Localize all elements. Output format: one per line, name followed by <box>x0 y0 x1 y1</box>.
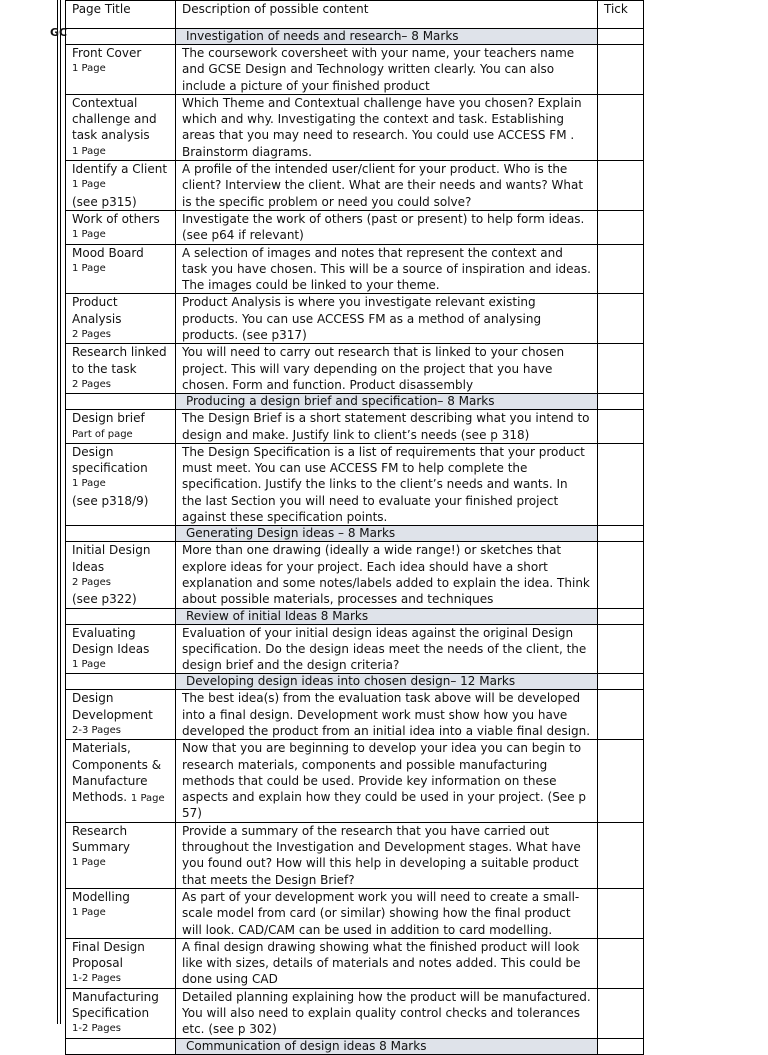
page-title-text: Research Summary <box>72 823 130 855</box>
page-reference: (see p315) <box>72 194 137 209</box>
section-header-row <box>66 394 644 410</box>
table-row <box>66 244 644 294</box>
section-spacer-cell <box>66 29 176 45</box>
page-title-text: Initial Design Ideas <box>72 543 151 574</box>
clipped-margin-text: GC <box>50 26 68 39</box>
tick-box[interactable] <box>598 690 644 740</box>
section-tick-cell <box>598 608 644 624</box>
page-title-cell <box>66 94 176 160</box>
description-cell: Which Theme and Contextual challenge have you chosen? Explain which and why. Investigating the context and task. Establishing areas that you may need to research. You could use ACCESS FM . Brainstorm diagrams. <box>176 94 598 160</box>
page-count: 1 Page <box>72 659 106 671</box>
page-reference: (see p322) <box>72 592 137 607</box>
page-title-cell <box>66 690 176 740</box>
page-count: 1 Page <box>72 145 106 157</box>
page-title-cell <box>66 542 176 608</box>
page-title-text: Design Development <box>72 691 153 722</box>
page-count: 1 Page <box>72 478 106 490</box>
section-spacer-cell <box>66 674 176 690</box>
description-cell: The Design Brief is a short statement describing what you intend to design and make. Justify link to client’s needs (see p 318) <box>176 410 598 444</box>
page-count: 1-2 Pages <box>72 1023 121 1035</box>
section-tick-cell <box>598 674 644 690</box>
page-title-cell <box>66 45 176 95</box>
page-count: 2 Pages <box>72 329 111 341</box>
description-cell: Evaluation of your initial design ideas against the original Design specification. Do the design ideas meet the needs of the client, the design brief and the design criteria? <box>176 624 598 674</box>
tick-box[interactable] <box>598 45 644 95</box>
page-title-text: Contextual challenge and task analysis <box>72 95 157 143</box>
page-title-cell <box>66 938 176 988</box>
tick-box[interactable] <box>598 740 644 822</box>
table-header-row <box>66 1 644 29</box>
tick-header: Tick <box>598 1 644 29</box>
page-title-cell <box>66 822 176 888</box>
tick-box[interactable] <box>598 161 644 211</box>
section-tick-cell <box>598 1038 644 1054</box>
section-header-row <box>66 29 644 45</box>
tick-box[interactable] <box>598 938 644 988</box>
page-title-cell <box>66 740 176 822</box>
margin-line <box>60 0 61 1024</box>
page-title-cell <box>66 161 176 211</box>
page-title-text: Work of others <box>72 211 160 226</box>
description-cell: A final design drawing showing what the finished product will look like with sizes, details of materials and notes added. This could be done using CAD <box>176 938 598 988</box>
table-body <box>66 29 644 1055</box>
table-row <box>66 938 644 988</box>
page-title-cell <box>66 210 176 244</box>
table-row <box>66 45 644 95</box>
section-header-row <box>66 674 644 690</box>
tick-box[interactable] <box>598 988 644 1038</box>
page-title-cell <box>66 294 176 344</box>
page-title-cell <box>66 244 176 294</box>
tick-box[interactable] <box>598 344 644 394</box>
section-tick-cell <box>598 394 644 410</box>
table-row <box>66 624 644 674</box>
page-title-text: Final Design Proposal <box>72 939 145 971</box>
page-title-text: Design specification <box>72 444 148 476</box>
table-row <box>66 294 644 344</box>
section-header-row <box>66 1038 644 1054</box>
section-title: Producing a design brief and specification– 8 Marks <box>176 394 598 410</box>
page-title-cell <box>66 888 176 938</box>
description-cell: Detailed planning explaining how the product will be manufactured. You will also need to explain quality control checks and tolerances etc. (see p 302) <box>176 988 598 1038</box>
table-row <box>66 822 644 888</box>
description-cell: Investigate the work of others (past or present) to help form ideas. (see p64 if relevant) <box>176 210 598 244</box>
table-row <box>66 690 644 740</box>
page-count: 2 Pages <box>72 576 111 588</box>
page-title-text: Materials, Components & Manufacture Methods. <box>72 741 162 805</box>
page-title-text: Evaluating Design Ideas <box>72 625 150 656</box>
description-cell: The best idea(s) from the evaluation task above will be developed into a final design. Development work must show how you have developed the product from an initial idea into a viable final design. <box>176 690 598 740</box>
page-title-text: Manufacturing Specification <box>72 989 159 1021</box>
tick-box[interactable] <box>598 294 644 344</box>
page-title-cell <box>66 624 176 674</box>
table-row <box>66 210 644 244</box>
table-row <box>66 988 644 1038</box>
section-spacer-cell <box>66 394 176 410</box>
tick-box[interactable] <box>598 822 644 888</box>
page-title-text: Identify a Client <box>72 162 168 177</box>
page-count: 1 Page <box>72 179 106 191</box>
coursework-plan-table <box>65 0 644 1055</box>
page-title-header: Page Title <box>66 1 176 29</box>
description-cell: You will need to carry out research that is linked to your chosen project. This will vary depending on the project that you have chosen. Form and function. Product disassembly <box>176 344 598 394</box>
section-header-row <box>66 608 644 624</box>
tick-box[interactable] <box>598 443 644 525</box>
page-count: 1 Page <box>72 63 106 75</box>
section-title: Communication of design ideas 8 Marks <box>176 1038 598 1054</box>
page-count: 1 Page <box>72 907 106 919</box>
description-cell: Now that you are beginning to develop your idea you can begin to research materials, components and possible manufacturing methods that could be used. Provide key information on these aspects and explain how they could be used in your project. (See p 57) <box>176 740 598 822</box>
description-cell: Provide a summary of the research that you have carried out throughout the Investigation and Development stages. What have you found out? How will this help in developing a suitable product that meets the Design Brief? <box>176 822 598 888</box>
tick-box[interactable] <box>598 410 644 444</box>
page-title-text: Front Cover <box>72 46 142 60</box>
description-cell: Product Analysis is where you investigate relevant existing products. You can use ACCESS FM as a method of analysing products. (see p317) <box>176 294 598 344</box>
section-spacer-cell <box>66 608 176 624</box>
page-count: 2 Pages <box>72 378 111 390</box>
description-cell: A profile of the intended user/client for your product. Who is the client? Interview the client. What are their needs and wants? What is the specific problem or need you could solve? <box>176 161 598 211</box>
margin-line <box>57 0 58 1024</box>
section-title: Generating Design ideas – 8 Marks <box>176 526 598 542</box>
page-title-text: Design brief <box>72 411 145 426</box>
tick-box[interactable] <box>598 624 644 674</box>
description-cell: More than one drawing (ideally a wide range!) or sketches that explore ideas for your project. Each idea should have a short explanation and some notes/labels added to explain the idea. Think about possible materials, processes and techniques <box>176 542 598 608</box>
table-row <box>66 443 644 525</box>
page-title-text: Mood Board <box>72 245 144 260</box>
page-count: 1 Page <box>72 262 106 274</box>
table-row <box>66 888 644 938</box>
tick-box[interactable] <box>598 94 644 160</box>
section-tick-cell <box>598 29 644 45</box>
table-row <box>66 94 644 160</box>
page-count: 1 Page <box>72 229 106 241</box>
page-title-cell <box>66 988 176 1038</box>
section-title: Developing design ideas into chosen design– 12 Marks <box>176 674 598 690</box>
section-title: Investigation of needs and research– 8 Marks <box>176 29 598 45</box>
description-cell: As part of your development work you will need to create a small-scale model from card (or similar) showing how the final product will look. CAD/CAM can be used in addition to card modelling. <box>176 888 598 938</box>
tick-box[interactable] <box>598 542 644 608</box>
page-reference: (see p318/9) <box>72 493 149 508</box>
table-row <box>66 344 644 394</box>
section-title: Review of initial Ideas 8 Marks <box>176 608 598 624</box>
page-count: 2-3 Pages <box>72 724 121 736</box>
page-title-cell <box>66 410 176 444</box>
description-cell: The Design Specification is a list of requirements that your product must meet. You can use ACCESS FM to help complete the specification. Justify the links to the client’s needs and wants. In the last Section you will need to evaluate your finished project against these specification points. <box>176 443 598 525</box>
page-title-cell <box>66 443 176 525</box>
page-count: 1 Page <box>130 793 165 805</box>
section-tick-cell <box>598 526 644 542</box>
description-header: Description of possible content <box>176 1 598 29</box>
page-count: 1 Page <box>72 857 106 869</box>
description-cell: A selection of images and notes that represent the context and task you have chosen. This will be a source of inspiration and ideas. The images could be linked to your theme. <box>176 244 598 294</box>
section-spacer-cell <box>66 1038 176 1054</box>
page-title-cell <box>66 344 176 394</box>
page-title-text: Product Analysis <box>72 295 122 326</box>
section-header-row <box>66 526 644 542</box>
page-count: Part of page <box>72 428 133 440</box>
table-row <box>66 542 644 608</box>
page-count: 1-2 Pages <box>72 973 121 985</box>
table-row <box>66 161 644 211</box>
table-row <box>66 740 644 822</box>
description-cell: The coursework coversheet with your name, your teachers name and GCSE Design and Technology written clearly. You can also include a picture of your finished product <box>176 45 598 95</box>
section-spacer-cell <box>66 526 176 542</box>
tick-box[interactable] <box>598 888 644 938</box>
page-title-text: Research linked to the task <box>72 345 167 376</box>
table-row <box>66 410 644 444</box>
tick-box[interactable] <box>598 210 644 244</box>
page-title-text: Modelling <box>72 889 130 904</box>
tick-box[interactable] <box>598 244 644 294</box>
